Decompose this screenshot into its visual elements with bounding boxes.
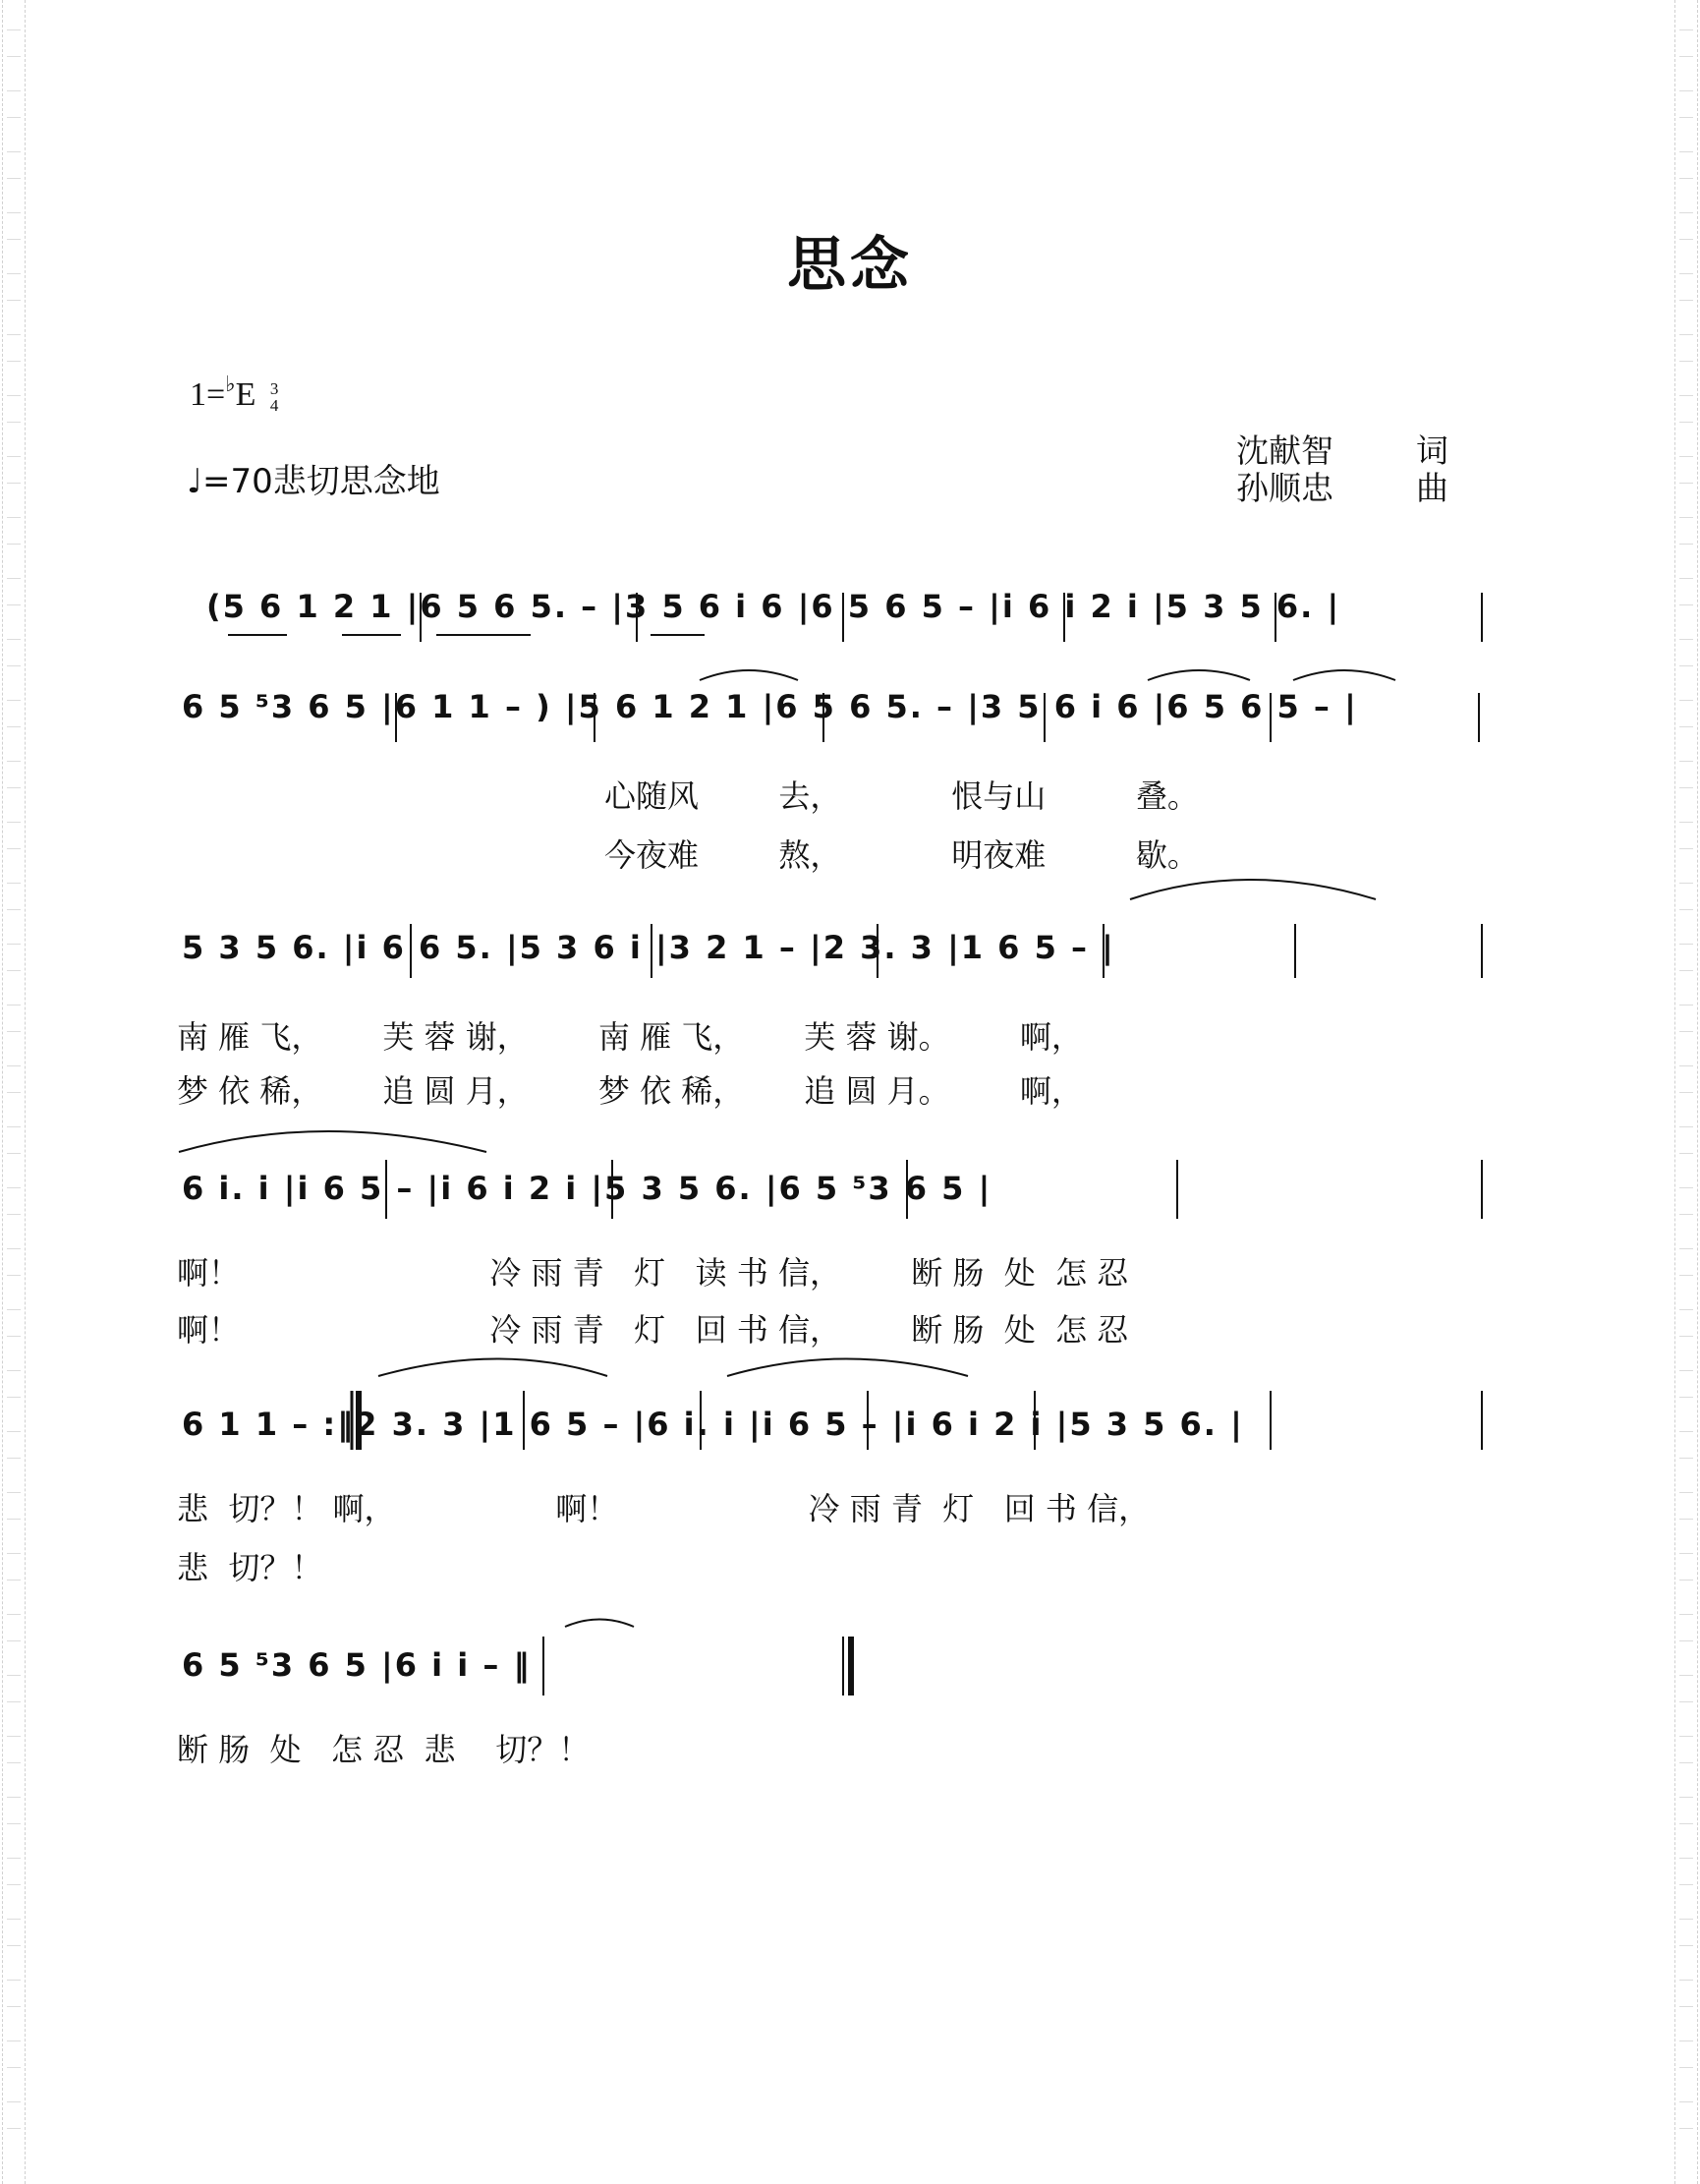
tempo-marking: ♩=70悲切思念地 [187, 462, 440, 501]
credit-composer [1236, 470, 1455, 507]
margin-mark [1679, 1065, 1693, 1093]
notation-line-1: (5 6 1 2 1 |6 5 6 5. – |3 5 6 i 6 |6 5 6 5 – |i 6 i 2 i |5 3 5 6. | [206, 588, 1341, 625]
margin-mark [1679, 1797, 1693, 1824]
margin-mark [7, 334, 21, 362]
margin-mark [7, 1614, 21, 1641]
margin-mark [1679, 395, 1693, 423]
left-margin-strip [2, 0, 26, 2184]
key-signature [190, 372, 278, 414]
margin-mark [1679, 1614, 1693, 1641]
margin-mark [1679, 1370, 1693, 1398]
time-signature [270, 380, 279, 414]
margin-mark [1679, 517, 1693, 545]
time-signature-bottom: 4 [269, 396, 279, 416]
notation-line-4: 6 i. i |i 6 5 – |i 6 i 2 i |5 3 5 6. |6 5 ⁵3 6 5 | [182, 1170, 992, 1207]
margin-mark [7, 1309, 21, 1337]
lyric-verse-1: 心随风 去， 恨与山 叠。 [604, 777, 1199, 815]
margin-mark [1679, 1919, 1693, 1946]
margin-mark [1679, 151, 1693, 179]
notation-line-2: 6 5 ⁵3 6 5 |6 1 1 – ) |5 6 1 2 1 |6 5 6 5. – |3 5 6 i 6 |6 5 6 5 – | [182, 688, 1358, 725]
composer-name: 孙顺忠 [1236, 469, 1333, 507]
key-prefix: 1= [190, 376, 226, 413]
margin-mark [7, 822, 21, 849]
lyric-verse-1: 断 肠 处 怎 忍 悲 切？！ [177, 1731, 591, 1768]
margin-mark [1679, 1980, 1693, 2007]
margin-mark [7, 1370, 21, 1398]
margin-mark [7, 1797, 21, 1824]
score-system-6 [0, 1646, 1700, 1784]
lyric-verse-1: 啊！ 冷 雨 青 灯 读 书 信， 断 肠 处 怎 忍 [177, 1254, 1129, 1292]
notation-line-6: 6 5 ⁵3 6 5 |6 i i – ‖ [182, 1646, 532, 1684]
margin-mark [7, 517, 21, 545]
credit-lyricist [1236, 432, 1455, 470]
margin-mark [1679, 1309, 1693, 1337]
margin-mark [1679, 1553, 1693, 1581]
key-note: E [235, 376, 256, 413]
notation-marks-2 [0, 688, 1700, 826]
margin-mark [7, 1858, 21, 1885]
time-signature-top: 3 [269, 379, 279, 399]
lyric-verse-1: 悲 切？！ 啊， 啊！ 冷 雨 青 灯 回 书 信， [177, 1490, 1151, 1527]
flat-sign: ♭ [225, 372, 236, 396]
score-system-3 [0, 929, 1700, 1110]
notation-marks-6 [0, 1646, 1700, 1784]
margin-mark [1679, 90, 1693, 118]
margin-mark [7, 2101, 21, 2129]
lyric-verse-2: 啊！ 冷 雨 青 灯 回 书 信， 断 肠 处 怎 忍 [177, 1311, 1129, 1349]
margin-mark [7, 395, 21, 423]
score-system-5 [0, 1406, 1700, 1586]
margin-mark [7, 2040, 21, 2068]
notation-marks-4 [0, 1170, 1700, 1307]
margin-mark [7, 151, 21, 179]
score-system-2 [0, 688, 1700, 874]
margin-mark [1679, 29, 1693, 57]
notation-line-3: 5 3 5 6. |i 6 6 5. |5 3 6 i |3 2 1 – |2 3. 3 |1 6 5 – | [182, 929, 1115, 966]
credits [1236, 432, 1455, 507]
lyricist-name: 沈献智 [1236, 431, 1333, 470]
margin-mark [1679, 2101, 1693, 2129]
notation-line-5: 6 1 1 – :‖2 3. 3 |1 6 5 – |6 i. i |i 6 5 – |i 6 i 2 i |5 3 5 6. | [182, 1406, 1244, 1443]
notation-marks-5 [0, 1406, 1700, 1543]
lyricist-role: 词 [1416, 431, 1448, 470]
lyric-verse-2: 今夜难 熬， 明夜难 歇。 [604, 836, 1199, 874]
margin-mark [7, 1919, 21, 1946]
right-margin-strip [1674, 0, 1698, 2184]
margin-mark [1679, 822, 1693, 849]
margin-mark [7, 1980, 21, 2007]
lyric-verse-2: 梦 依 稀， 追 圆 月， 梦 依 稀， 追 圆 月。 啊， [177, 1072, 1083, 1110]
composer-role: 曲 [1416, 469, 1448, 507]
margin-mark [7, 90, 21, 118]
margin-mark [7, 883, 21, 910]
margin-mark [1679, 456, 1693, 484]
song-title: 思念 [787, 231, 913, 300]
margin-mark [7, 1065, 21, 1093]
margin-mark [1679, 883, 1693, 910]
margin-mark [1679, 2040, 1693, 2068]
margin-mark [7, 29, 21, 57]
margin-mark [1679, 334, 1693, 362]
score-system-4 [0, 1170, 1700, 1349]
margin-mark [7, 1126, 21, 1154]
notation-marks-3 [0, 929, 1700, 1066]
margin-mark [7, 456, 21, 484]
margin-mark [1679, 1126, 1693, 1154]
margin-mark [7, 1553, 21, 1581]
lyric-verse-1: 南 雁 飞， 芙 蓉 谢， 南 雁 飞， 芙 蓉 谢。 啊， [177, 1018, 1083, 1056]
margin-mark [1679, 1858, 1693, 1885]
lyric-verse-2: 悲 切？！ [177, 1549, 323, 1586]
